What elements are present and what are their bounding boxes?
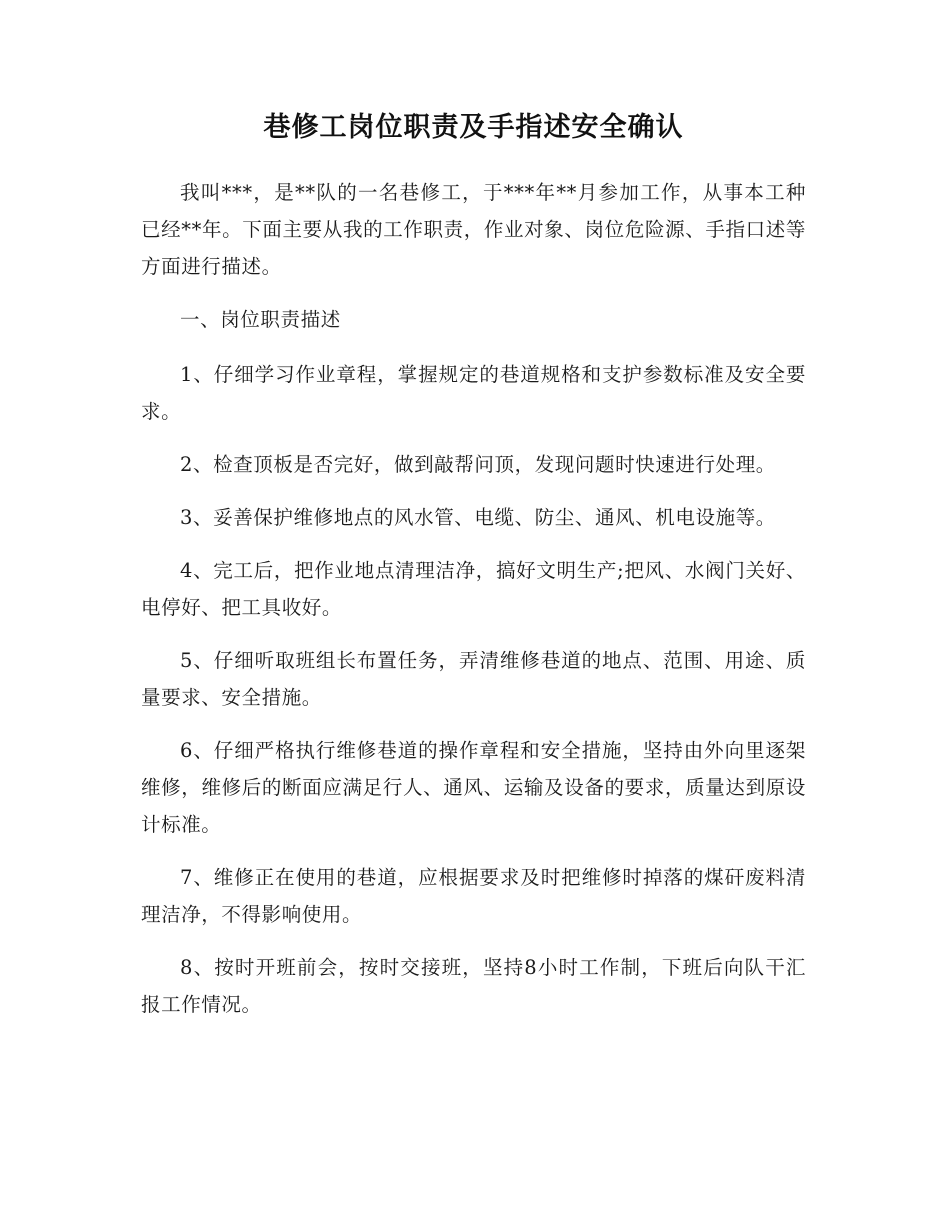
document-title: 巷修工岗位职责及手指述安全确认 [263, 112, 684, 143]
duty-item-8: 8、按时开班前会，按时交接班，坚持8小时工作制，下班后向队干汇报工作情况。 [141, 956, 806, 1016]
duty-item-7: 7、维修正在使用的巷道，应根据要求及时把维修时掉落的煤矸废料清理洁净，不得影响使用。 [141, 866, 806, 926]
duty-item-3: 3、妥善保护维修地点的风水管、电缆、防尘、通风、机电设施等。 [180, 506, 776, 529]
intro-paragraph: 我叫***，是**队的一名巷修工，于***年**月参加工作，从事本工种已经**年。下面主要从我的工作职责，作业对象、岗位危险源、手指口述等方面进行描述。 [141, 181, 806, 278]
duty-item-2: 2、检查顶板是否完好，做到敲帮问顶，发现问题时快速进行处理。 [180, 453, 776, 476]
duty-item-1: 1、仔细学习作业章程，掌握规定的巷道规格和支护参数标准及安全要求。 [141, 363, 806, 423]
section-heading: 一、岗位职责描述 [180, 308, 341, 331]
duty-item-4: 4、完工后，把作业地点清理洁净，搞好文明生产;把风、水阀门关好、电停好、把工具收好。 [141, 559, 806, 619]
duty-item-6: 6、仔细严格执行维修巷道的操作章程和安全措施，坚持由外向里逐架维修，维修后的断面应满足行人、通风、运输及设备的要求，质量达到原设计标准。 [141, 739, 806, 836]
duty-item-5: 5、仔细听取班组长布置任务，弄清维修巷道的地点、范围、用途、质量要求、安全措施。 [141, 649, 806, 709]
